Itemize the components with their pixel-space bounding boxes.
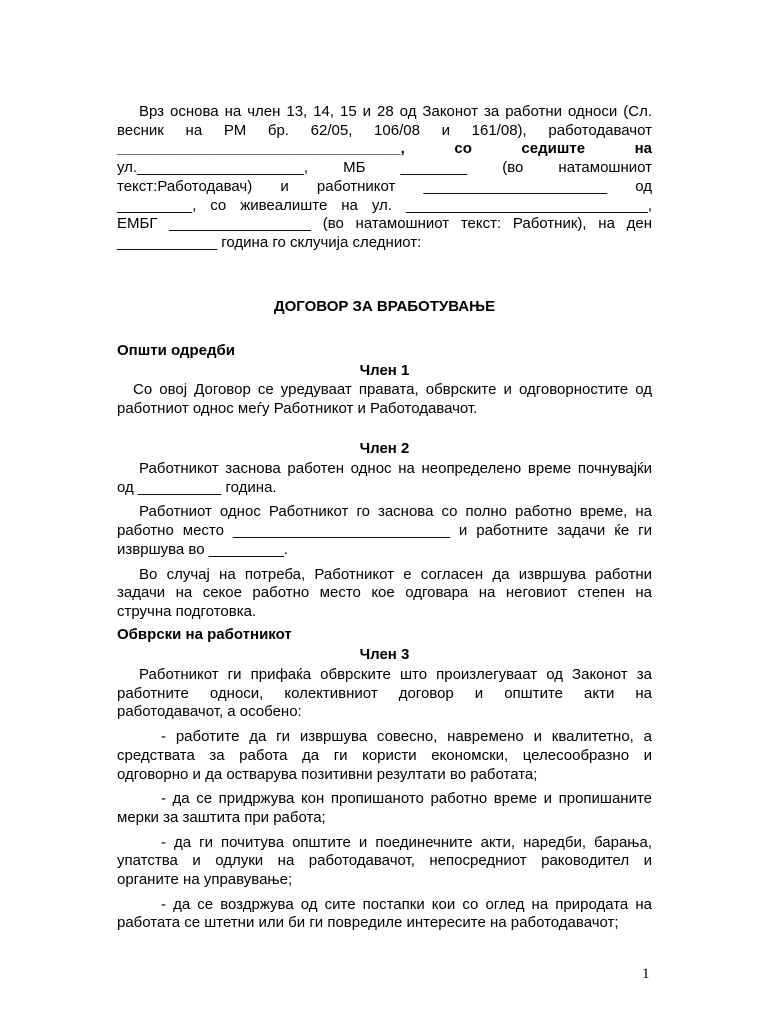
intro-line: Врз основа на член 13, 14, 15 и 28 од Законот за работни односи (Сл. <box>139 103 652 120</box>
article-3-line: органите на управување; <box>117 871 293 889</box>
intro-line: текст:Работодавач) и работникот ______________________ од <box>117 177 652 195</box>
intro-paragraph <box>117 103 652 253</box>
document-title: ДОГОВОР ЗА ВРАБОТУВАЊЕ <box>273 298 496 315</box>
article-3-heading: Член 3 <box>359 646 410 663</box>
article-3-line: - да се воздржува од сите постапки кои со оглед на природата на <box>161 895 652 913</box>
article-2-line: Работниот однос Работникот го заснова со полно работно време, на <box>139 503 652 521</box>
article-1-body <box>117 381 652 418</box>
article-3-line: средствата за работа да ги користи економски, целесообразно и <box>117 746 652 764</box>
article-2-heading: Член 2 <box>359 440 410 457</box>
article-3-line: - работите да ги извршува совесно, навремено и квалитетно, а <box>161 728 652 746</box>
article-2-line: Работникот заснова работен однос на неопределено време почнувајќи <box>139 460 652 477</box>
article-2-line: задачи на секое работно место кое одговара на неговиот степен на <box>117 584 652 602</box>
section-heading-general: Општи одредби <box>117 342 235 359</box>
article-2-line: од __________ година. <box>117 478 277 496</box>
article-3-line: - да се придржува кон пропишаното работно време и пропишаните <box>161 790 652 808</box>
article-2-line: Во случај на потреба, Работникот е согласен да извршува работни <box>139 565 652 583</box>
article-2-line: работно место __________________________ и работните задачи ќе ги <box>117 522 652 540</box>
article-3-line: одговорно и да остварува позитивни резултати во работата; <box>117 765 538 783</box>
article-3-line: работодавачот, а особено: <box>117 703 302 721</box>
article-1-line: Со овој Договор се уредуваат правата, обврските и одговорностите од <box>133 381 652 398</box>
section-heading-obligations: Обврски на работникот <box>117 626 292 643</box>
article-2-body <box>117 460 652 622</box>
intro-line: ____________ година го склучија следниот: <box>117 233 422 251</box>
article-3-line: Работникот ги прифаќа обврските што произлегуваат од Законот за <box>139 666 652 683</box>
article-3-line: упатства и одлуки на работодавачот, непосредниот раководител и <box>117 852 652 870</box>
intro-line: ул.____________________, МБ ________ (во натамошниот <box>117 159 652 177</box>
article-1-line: работниот однос меѓу Работникот и Работодавачот. <box>117 399 478 417</box>
intro-line: __________________________________, со седиште на <box>117 140 652 158</box>
intro-line: _________, со живеалиште на ул. _____________________________, <box>117 196 652 214</box>
intro-line: весник на РМ бр. 62/05, 106/08 и 161/08), работодавачот <box>117 121 652 139</box>
article-2-line: стручна подготовка. <box>117 602 257 620</box>
article-3-body <box>117 666 652 933</box>
article-1-heading: Член 1 <box>359 362 410 379</box>
intro-line: ЕМБГ _________________ (во натамошниот текст: Работник), на ден <box>117 215 652 233</box>
article-3-line: - да ги почитува општите и поединечните акти, наредби, барања, <box>161 833 652 851</box>
article-3-line: работните односи, колективниот договор и општите акти на <box>117 684 652 702</box>
article-3-line: работата се штетни или би ги повредиле интересите на работодавачот; <box>117 914 619 932</box>
page-number: 1 <box>642 966 650 982</box>
article-2-line: извршува во _________. <box>117 540 288 558</box>
article-3-line: мерки за заштита при работа; <box>117 808 326 826</box>
